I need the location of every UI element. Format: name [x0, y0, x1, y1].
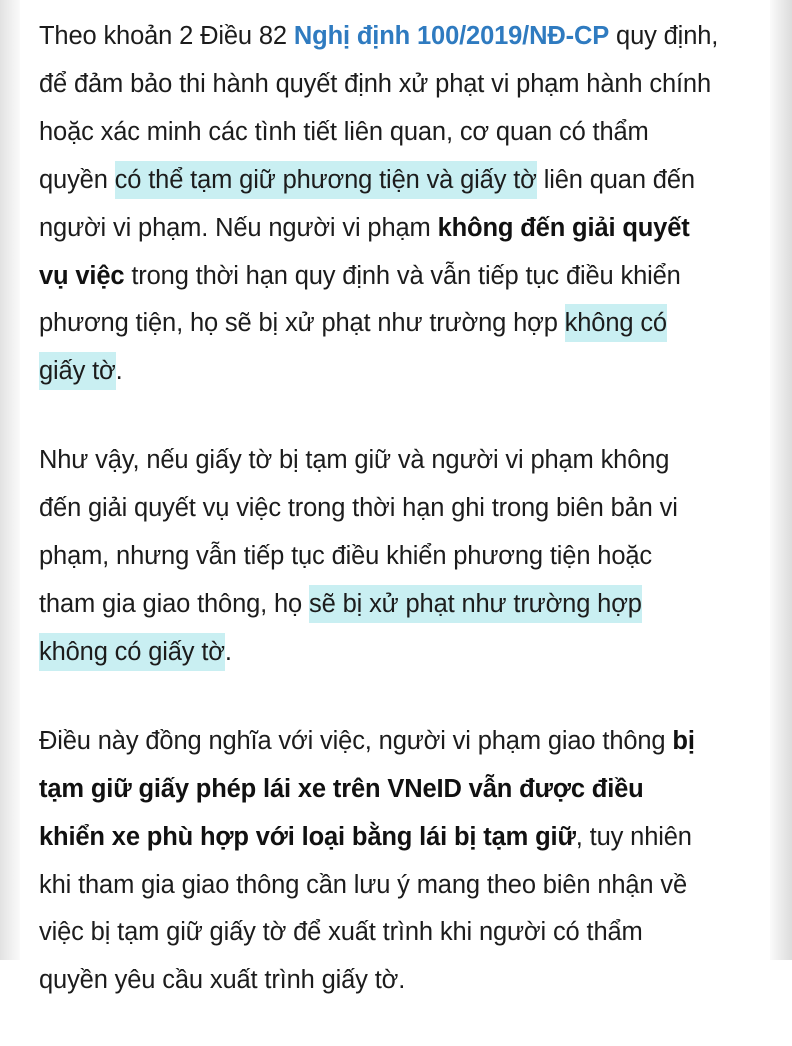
- p1-line-6: vụ việc trong thời hạn quy định và vẫn tiếp tục điều khiển: [39, 261, 681, 290]
- p1-line-2: để đảm bảo thi hành quyết định xử phạt vi phạm hành chính: [39, 69, 711, 98]
- p1-line-1: Theo khoản 2 Điều 82 Nghị định 100/2019/NĐ-CP quy định,: [39, 22, 719, 50]
- bold-text: khiển xe phù hợp với loại bằng lái bị tạm giữ: [39, 822, 576, 851]
- p2-line-5: không có giấy tờ.: [39, 629, 759, 677]
- p3-line-3: khiển xe phù hợp với loại bằng lái bị tạm giữ, tuy nhiên: [39, 822, 692, 851]
- p2-line-3: phạm, nhưng vẫn tiếp tục điều khiển phương tiện hoặc: [39, 542, 652, 571]
- p1-line-8: giấy tờ.: [39, 348, 759, 396]
- paragraph-1: [39, 13, 759, 396]
- page-edge-left: [0, 0, 20, 960]
- bold-text: vụ việc: [39, 261, 125, 290]
- highlight-text: không có giấy tờ: [39, 633, 225, 671]
- bold-text: không đến giải quyết: [437, 213, 690, 242]
- p1-line-7: phương tiện, họ sẽ bị xử phạt như trường hợp không có: [39, 300, 759, 348]
- bold-text: tạm giữ giấy phép lái xe trên VNeID vẫn được điều: [39, 774, 644, 803]
- p3-line-4: khi tham gia giao thông cần lưu ý mang theo biên nhận về: [39, 870, 688, 899]
- highlight-text: giấy tờ: [39, 352, 116, 390]
- p2-line-1: Như vậy, nếu giấy tờ bị tạm giữ và người vi phạm không: [39, 446, 670, 475]
- p2-line-2: đến giải quyết vụ việc trong thời hạn ghi trong biên bản vi: [39, 494, 678, 523]
- paragraph-2: [39, 437, 759, 677]
- decree-link[interactable]: Nghị định 100/2019/NĐ-CP: [293, 22, 610, 50]
- p3-line-1: Điều này đồng nghĩa với việc, người vi phạm giao thông bị: [39, 726, 695, 755]
- article-body: [39, 13, 759, 1046]
- bold-text: bị: [672, 726, 695, 755]
- paragraph-3: [39, 718, 759, 1005]
- p1-line-5: người vi phạm. Nếu người vi phạm không đến giải quyết: [39, 213, 690, 242]
- highlight-text: sẽ bị xử phạt như trường hợp: [309, 585, 642, 623]
- p2-line-4: tham gia giao thông, họ sẽ bị xử phạt như trường hợp: [39, 581, 759, 629]
- p3-line-6: quyền yêu cầu xuất trình giấy tờ.: [39, 966, 406, 995]
- p1-line-3: hoặc xác minh các tình tiết liên quan, cơ quan có thẩm: [39, 117, 649, 146]
- p1-line-4: quyền có thể tạm giữ phương tiện và giấy tờ liên quan đến: [39, 157, 759, 205]
- highlight-text: không có: [565, 304, 667, 342]
- highlight-text: có thể tạm giữ phương tiện và giấy tờ: [115, 161, 537, 199]
- p3-line-2: [39, 766, 759, 814]
- p3-line-5: việc bị tạm giữ giấy tờ để xuất trình khi người có thẩm: [39, 918, 643, 947]
- page-edge-right: [770, 0, 792, 960]
